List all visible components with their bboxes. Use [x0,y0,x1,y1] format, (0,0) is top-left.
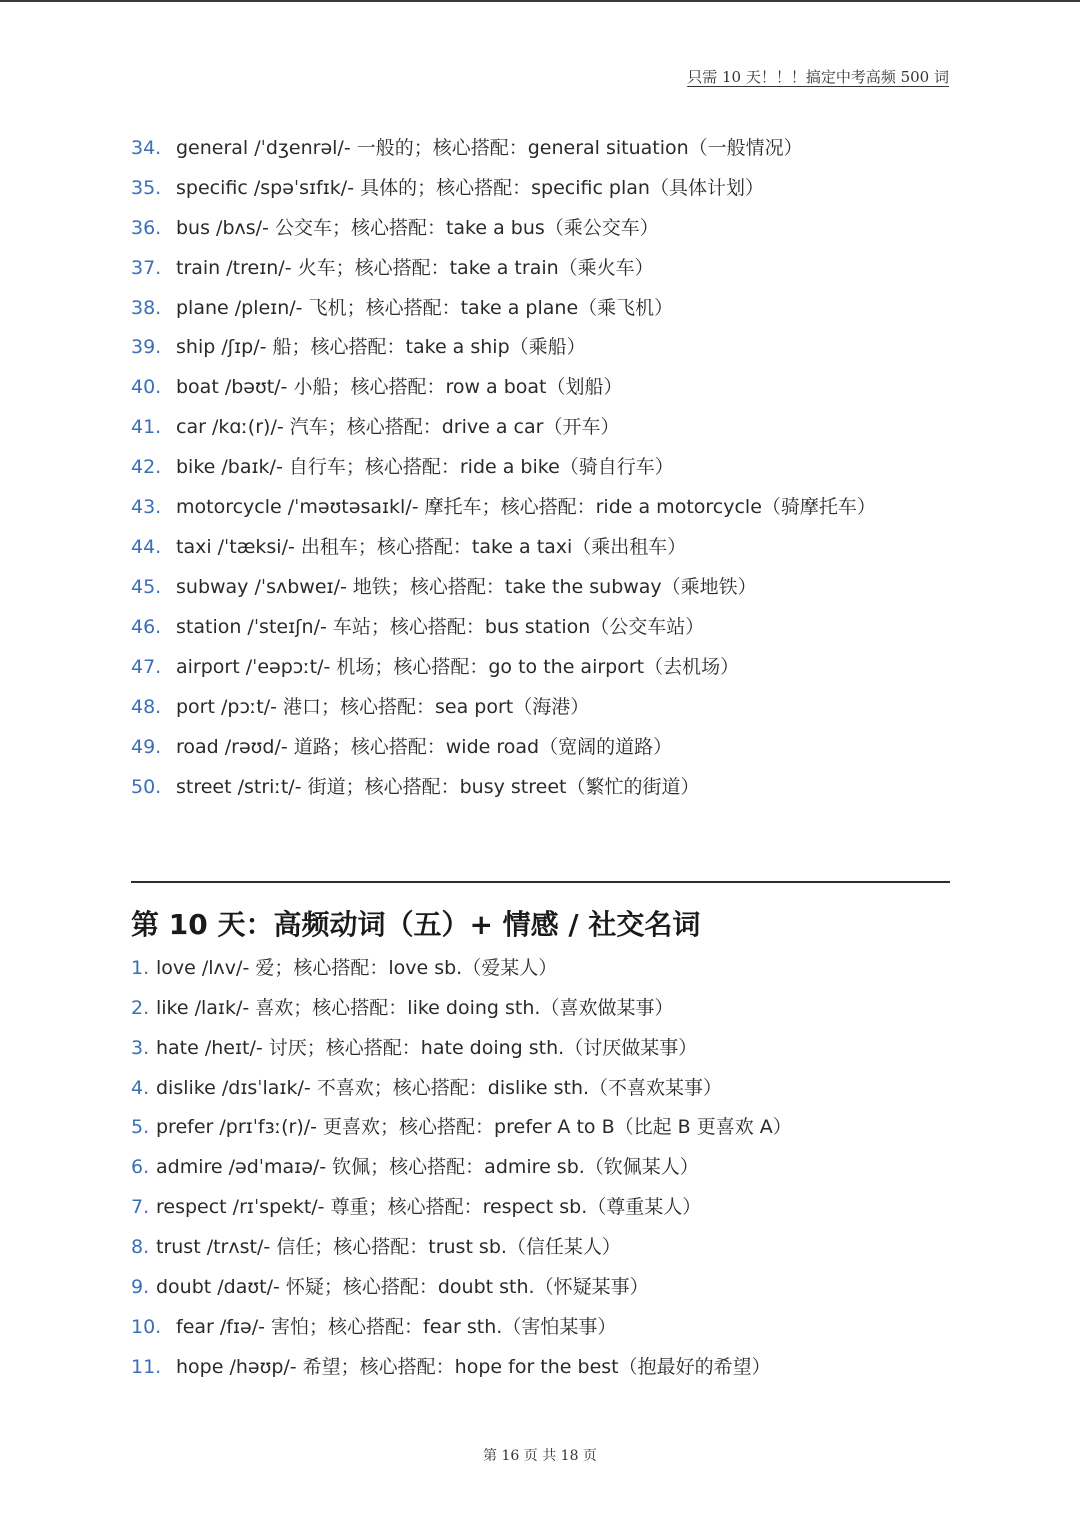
list-item [131,954,557,982]
item-text: trust /trʌst/- 信任；核心搭配：trust sb.（信任某人） [156,1236,621,1258]
item-text: plane /pleɪn/- 飞机；核心搭配：take a plane（乘飞机） [176,297,674,319]
item-text: bike /baɪk/- 自行车；核心搭配：ride a bike（骑自行车） [176,456,674,478]
item-text: ship /ʃɪp/- 船；核心搭配：take a ship（乘船） [176,336,586,358]
item-number: 44. [131,536,162,558]
item-text: subway /ˈsʌbweɪ/- 地铁；核心搭配：take the subway（乘地铁） [176,576,757,598]
list-item [131,1353,771,1381]
item-number: 43. [131,496,162,518]
item-number: 47. [131,656,162,678]
item-text: general /ˈdʒenrəl/- 一般的；核心搭配：general situation（一般情况） [176,137,803,159]
list-item [131,453,674,481]
list-item [131,1313,616,1341]
item-text: street /striːt/- 街道；核心搭配：busy street（繁忙的街道） [176,776,700,798]
list-item [131,1193,701,1221]
list-item [131,174,764,202]
item-text: hate /heɪt/- 讨厌；核心搭配：hate doing sth.（讨厌做某事） [156,1037,698,1059]
list-item [131,1153,699,1181]
item-number: 3. [131,1037,150,1059]
list-item [131,1034,697,1062]
list-item [131,994,673,1022]
list-item [131,373,623,401]
item-text: car /kɑː(r)/- 汽车；核心搭配：drive a car（开车） [176,416,620,438]
top-border-line [0,0,1080,2]
item-number: 4. [131,1077,150,1099]
item-number: 7. [131,1196,150,1218]
item-number: 2. [131,997,150,1019]
item-text: boat /bəʊt/- 小船；核心搭配：row a boat（划船） [176,376,623,398]
item-number: 35. [131,177,162,199]
list-item [131,493,876,521]
item-text: admire /ədˈmaɪə/- 钦佩；核心搭配：admire sb.（钦佩某人） [156,1156,699,1178]
item-number: 41. [131,416,162,438]
item-number: 5. [131,1116,150,1138]
item-number: 6. [131,1156,150,1178]
item-text: train /treɪn/- 火车；核心搭配：take a train（乘火车） [176,257,654,279]
item-text: like /laɪk/- 喜欢；核心搭配：like doing sth.（喜欢做某事） [156,997,674,1019]
item-text: love /lʌv/- 爱；核心搭配：love sb.（爱某人） [156,957,558,979]
item-number: 45. [131,576,162,598]
item-number: 46. [131,616,162,638]
list-item [131,134,803,162]
list-item [131,1113,792,1141]
item-number: 8. [131,1236,150,1258]
section-heading: 第 10 天：高频动词（五）+ 情感 / 社交名词 [131,908,701,941]
item-text: specific /spəˈsɪfɪk/- 具体的；核心搭配：specific plan（具体计划） [176,177,764,199]
page-header-title: 只需 10 天！！！搞定中考高频 500 词 [687,68,949,86]
item-number: 38. [131,297,162,319]
item-text: doubt /daʊt/- 怀疑；核心搭配：doubt sth.（怀疑某事） [156,1276,649,1298]
list-item [131,773,699,801]
list-item [131,1233,621,1261]
item-number: 50. [131,776,162,798]
section-divider [131,881,950,883]
item-number: 40. [131,376,162,398]
list-item [131,333,586,361]
item-number: 37. [131,257,162,279]
item-text: fear /fɪə/- 害怕；核心搭配：fear sth.（害怕某事） [176,1316,617,1338]
page-number-footer: 第 16 页 共 18 页 [483,1448,597,1464]
list-item [131,693,589,721]
item-text: station /ˈsteɪʃn/- 车站；核心搭配：bus station（公交车站） [176,616,705,638]
item-text: airport /ˈeəpɔːt/- 机场；核心搭配：go to the airport（去机场） [176,656,740,678]
list-item [131,533,686,561]
item-number: 9. [131,1276,150,1298]
item-number: 49. [131,736,162,758]
list-item [131,214,659,242]
item-text: respect /rɪˈspekt/- 尊重；核心搭配：respect sb.（尊重某人） [156,1196,702,1218]
item-number: 36. [131,217,162,239]
item-text: port /pɔːt/- 港口；核心搭配：sea port（海港） [176,696,590,718]
list-item [131,413,619,441]
list-item [131,254,654,282]
list-item [131,653,739,681]
item-number: 48. [131,696,162,718]
item-number: 42. [131,456,162,478]
item-number: 11. [131,1356,162,1378]
item-text: dislike /dɪsˈlaɪk/- 不喜欢；核心搭配：dislike sth.（不喜欢某事） [156,1077,723,1099]
list-item [131,1273,649,1301]
item-text: road /rəʊd/- 道路；核心搭配：wide road（宽阔的道路） [176,736,673,758]
item-number: 10. [131,1316,162,1338]
item-number: 39. [131,336,162,358]
list-item [131,1074,722,1102]
list-item [131,613,704,641]
item-text: taxi /ˈtæksi/- 出租车；核心搭配：take a taxi（乘出租车） [176,536,687,558]
item-text: hope /həʊp/- 希望；核心搭配：hope for the best（抱最好的希望） [176,1356,771,1378]
item-text: prefer /prɪˈfɜː(r)/- 更喜欢；核心搭配：prefer A to B（比起 B 更喜欢 A） [156,1116,792,1138]
item-number: 1. [131,957,150,979]
item-text: bus /bʌs/- 公交车；核心搭配：take a bus（乘公交车） [176,217,659,239]
item-number: 34. [131,137,162,159]
list-item [131,733,672,761]
item-text: motorcycle /ˈməʊtəsaɪkl/- 摩托车；核心搭配：ride a motorcycle（骑摩托车） [176,496,876,518]
list-item [131,294,673,322]
list-item [131,573,757,601]
